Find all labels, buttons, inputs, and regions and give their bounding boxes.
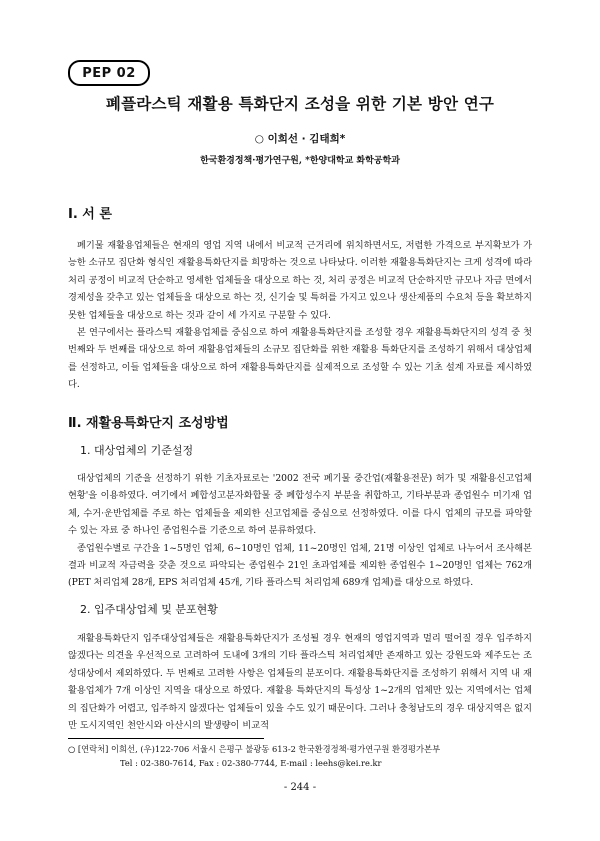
subsection-heading-1: 1. 대상업체의 기준설정 [80,444,194,457]
session-tag: PEP 02 [68,60,150,86]
page-number: - 244 - [283,782,317,793]
body-paragraph [68,470,532,592]
footnote-contact: ○ [연락처] 이희선, (우)122-706 서울시 은평구 불광동 613-2 한국환경정책·평가연구원 환경평가본부 [68,744,441,754]
footnote-divider [68,738,264,739]
subsection-2-paragraph-1: 재활용특화단지 입주대상업체들은 재활용특화단지가 조성될 경우 현재의 영업지역과 멀리 떨어질 경우 입주하지 않겠다는 의견을 우선적으로 고려하여 도내에 3개의 기타 플라스틱 처리업체만 존재하고 있는 강원도와 제주도는 조성대상에서 제외하였다. 두 번째로 고려한 사항은 업체들의 분포이다. 재활용특화단지를 조성하기 위해서 지역 내 재활용업체가 7개 이상인 지역을 대상으로 하였다. 재활용 특화단지의 특성상 1~2개의 업체만 있는 지역에서는 업체의 집단화가 어렵고, 입주하지 않겠다는 업체들이 있을 수도 있기 때문이다. 그러나 충청남도의 경우 대상지역은 없지만 도시지역인 천안시와 아산시의 발생량이 비교적 [68,633,532,732]
paper-title: 폐플라스틱 재활용 특화단지 조성을 위한 기본 방안 연구 [105,95,495,113]
intro-paragraph-1: 폐기물 재활용업체들은 현재의 영업 지역 내에서 비교적 근거리에 위치하면서도, 저렴한 가격으로 부지확보가 가능한 소규모 집단화 형식인 재활용특화단지를 희망하는 것으로 나타났다. 이러한 재활용특화단지는 크게 성격에 따라 처리 공정이 비교적 단순하고 영세한 업체들을 대상으로 하는 것, 처리 공정은 비교적 단순하지만 규모나 자금 면에서 경제성을 갖추고 있는 업체들을 대상으로 하는 것, 신기술 및 특허를 가지고 있으나 생산제품의 수요처 등을 확보하지 못한 업체들을 대상으로 하는 것과 같이 세 가지로 구분할 수 있다. [68,240,532,321]
footnote-contact-details: Tel : 02-380-7614, Fax : 02-380-7744, E-mail : leehs@kei.re.kr [120,758,382,768]
body-paragraph [68,630,532,734]
section-heading-method: Ⅱ. 재활용특화단지 조성방법 [68,416,229,431]
subsection-1-paragraph-1: 대상업체의 기준을 선정하기 위한 기초자료로는 '2002 전국 폐기물 중간업(재활용전문) 허가 및 재활용신고업체 현황'을 이용하였다. 여기에서 폐합성고분자화합물 중 폐합성수지 부분을 취합하고, 기타부분과 종업원수 미기재 업체, 수거·운반업체를 주로 하는 업체들을 제외한 신고업체를 중심으로 선정하였다. 이를 다시 업체의 규모를 파악할 수 있는 자료 중 하나인 종업원수를 기준으로 하여 분류하였다. [68,473,532,537]
body-paragraph [68,237,532,394]
authors: ○ 이희선 · 김태희* [254,133,346,145]
section-heading-intro: Ⅰ. 서 론 [68,207,112,222]
subsection-1-paragraph-2: 종업원수별로 구간을 1~5명인 업체, 6~10명인 업체, 11~20명인 업체, 21명 이상인 업체로 나누어서 조사해본 결과 비교적 자금력을 갖춘 것으로 파악되는 종업원수 21인 초과업체를 제외한 종업원수 1~20명인 업체는 762개(PET 처리업체 28개, EPS 처리업체 45개, 기타 플라스틱 처리업체 689개 업체)를 대상으로 하였다. [68,542,532,589]
intro-paragraph-2: 본 연구에서는 플라스틱 재활용업체를 중심으로 하여 재활용특화단지를 조성할 경우 재활용특화단지의 성격 중 첫 번째와 두 번째를 대상으로 하여 재활용업체들의 소규모 집단화를 위한 재활용 특화단지를 조성하기 위해서 대상업체를 선정하고, 이들 업체들을 대상으로 하여 재활용특화단지를 실제적으로 조성할 수 있는 기초 설계 자료를 제시하였다. [68,327,532,391]
subsection-heading-2: 2. 입주대상업체 및 분포현황 [80,603,218,616]
affiliation: 한국환경정책·평가연구원, *한양대학교 화학공학과 [200,156,400,166]
